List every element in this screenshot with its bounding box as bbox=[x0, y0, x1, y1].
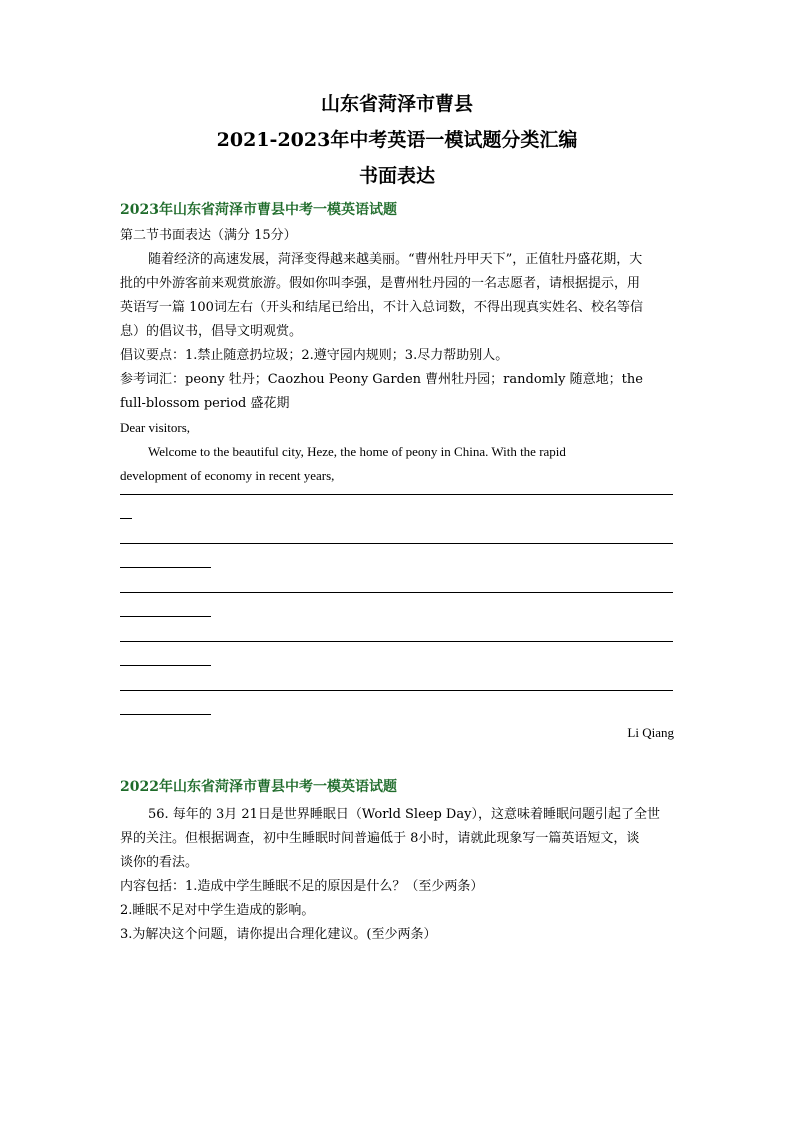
section-2023-part-title: 第二节书面表达（满分 15分） bbox=[120, 228, 297, 243]
answer-line bbox=[120, 592, 673, 593]
section-2023-prompt-line-4: 息）的倡议书，倡导文明观赏。 bbox=[120, 324, 303, 339]
doc-title-topic: 书面表达 bbox=[358, 165, 435, 187]
answer-line-tail bbox=[120, 567, 211, 568]
section-2022-content-item-2: 2.睡眠不足对中学生造成的影响。 bbox=[120, 903, 315, 918]
section-2022-prompt-line-3: 谈你的看法。 bbox=[120, 855, 199, 870]
answer-line bbox=[120, 690, 673, 691]
doc-title-region: 山东省菏泽市曹县 bbox=[320, 93, 473, 115]
document-page bbox=[120, 92, 674, 947]
letter-greeting: Dear visitors, bbox=[120, 420, 191, 435]
section-2023-prompt-line-2: 批的中外游客前来观赏旅游。假如你叫李强，是曹州牡丹园的一名志愿者，请根据提示，用 bbox=[120, 276, 641, 291]
section-2022-prompt-line-1: 56. 每年的 3月 21日是世界睡眠日（World Sleep Day），这意味着睡眠问题引起了全世 bbox=[148, 807, 660, 822]
section-2022-content-item-1: 内容包括：1.造成中学生睡眠不足的原因是什么？（至少两条） bbox=[120, 879, 484, 894]
answer-line-tail bbox=[120, 665, 211, 666]
doc-title-main: 2021-2023年中考英语一模试题分类汇编 bbox=[216, 129, 578, 151]
answer-line-tail bbox=[120, 518, 132, 519]
answer-line-tail bbox=[120, 616, 211, 617]
answer-line bbox=[120, 641, 673, 642]
answer-line bbox=[120, 543, 673, 544]
answer-lines bbox=[120, 494, 674, 715]
section-2022-heading: 2022年山东省菏泽市曹县中考一模英语试题 bbox=[120, 779, 397, 795]
section-2023-vocab-line-1: 参考词汇：peony 牡丹；Caozhou Peony Garden 曹州牡丹园；randomly 随意地；the bbox=[120, 372, 643, 387]
letter-signature: Li Qiang bbox=[627, 725, 674, 740]
section-2023-key-points: 倡议要点：1.禁止随意扔垃圾；2.遵守园内规则；3.尽力帮助别人。 bbox=[120, 348, 509, 363]
section-2023-heading: 2023年山东省菏泽市曹县中考一模英语试题 bbox=[120, 202, 397, 218]
letter-opening-line-2: development of economy in recent years, bbox=[120, 468, 335, 483]
section-2023-prompt-line-3: 英语写一篇 100词左右（开头和结尾已给出，不计入总词数，不得出现真实姓名、校名等信 bbox=[120, 300, 643, 315]
section-2023-vocab-line-2: full-blossom period 盛花期 bbox=[120, 396, 290, 411]
letter-opening-line-1: Welcome to the beautiful city, Heze, the home of peony in China. With the rapid bbox=[148, 444, 566, 459]
answer-line bbox=[120, 494, 673, 495]
answer-line-tail bbox=[120, 714, 211, 715]
section-2022-content-item-3: 3.为解决这个问题，请你提出合理化建议。(至少两条） bbox=[120, 927, 437, 942]
section-2022-prompt-line-2: 界的关注。但根据调查，初中生睡眠时间普遍低于 8小时，请就此现象写一篇英语短文，谈 bbox=[120, 831, 640, 846]
section-2023-prompt-line-1: 随着经济的高速发展，菏泽变得越来越美丽。“曹州牡丹甲天下”，正值牡丹盛花期，大 bbox=[148, 252, 643, 267]
